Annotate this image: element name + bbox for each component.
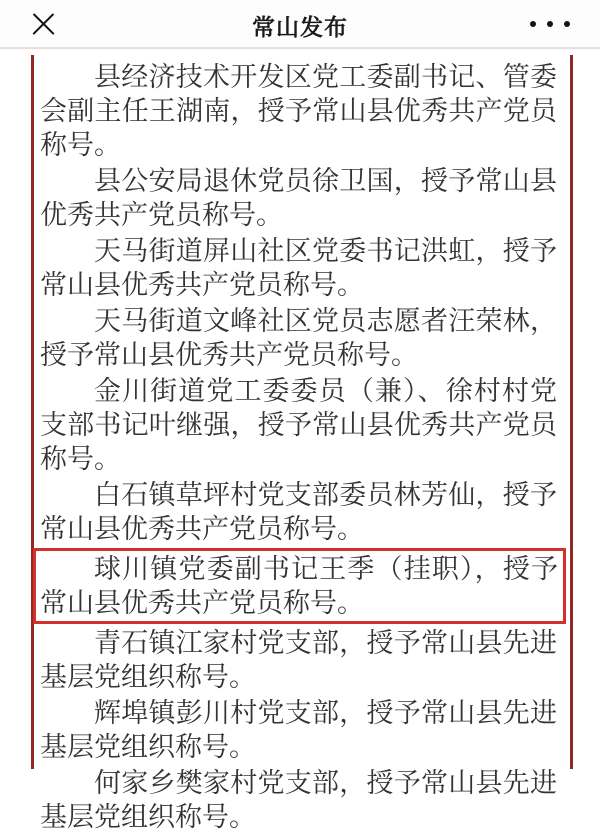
article-paragraph: 金川街道党工委委员（兼）、徐村村党支部书记叶继强，授予常山县优秀共产党员称号。	[40, 376, 557, 474]
titlebar-divider	[0, 47, 600, 49]
article-body	[34, 55, 570, 834]
article-paragraph: 天马街道文峰社区党员志愿者汪荣林，授予常山县优秀共产党员称号。	[40, 306, 557, 370]
highlighted-paragraph: 球川镇党委副书记王季（挂职），授予常山县优秀共产党员称号。	[33, 548, 566, 624]
page-title: 常山发布	[252, 14, 348, 40]
article-frame	[31, 55, 573, 832]
article-paragraph: 白石镇草坪村党支部委员林芳仙，授予常山县优秀共产党员称号。	[40, 480, 557, 544]
ellipsis-dot	[564, 21, 570, 27]
article-paragraph: 辉埠镇彭川村党支部，授予常山县先进基层党组织称号。	[40, 698, 557, 762]
article-paragraph: 天马街道屏山社区党委书记洪虹，授予常山县优秀共产党员称号。	[40, 236, 557, 300]
title-bar	[0, 0, 600, 47]
ellipsis-dot	[530, 21, 536, 27]
article-paragraph: 青石镇江家村党支部，授予常山县先进基层党组织称号。	[40, 628, 557, 692]
article-paragraph: 何家乡樊家村党支部，授予常山县先进基层党组织称号。	[40, 768, 557, 832]
article-paragraph: 县公安局退休党员徐卫国，授予常山县优秀共产党员称号。	[40, 166, 557, 230]
ellipsis-dot	[547, 21, 553, 27]
article-paragraph: 县经济技术开发区党工委副书记、管委会副主任王湖南，授予常山县优秀共产党员称号。	[40, 62, 557, 160]
ellipsis-icon[interactable]	[530, 12, 570, 36]
